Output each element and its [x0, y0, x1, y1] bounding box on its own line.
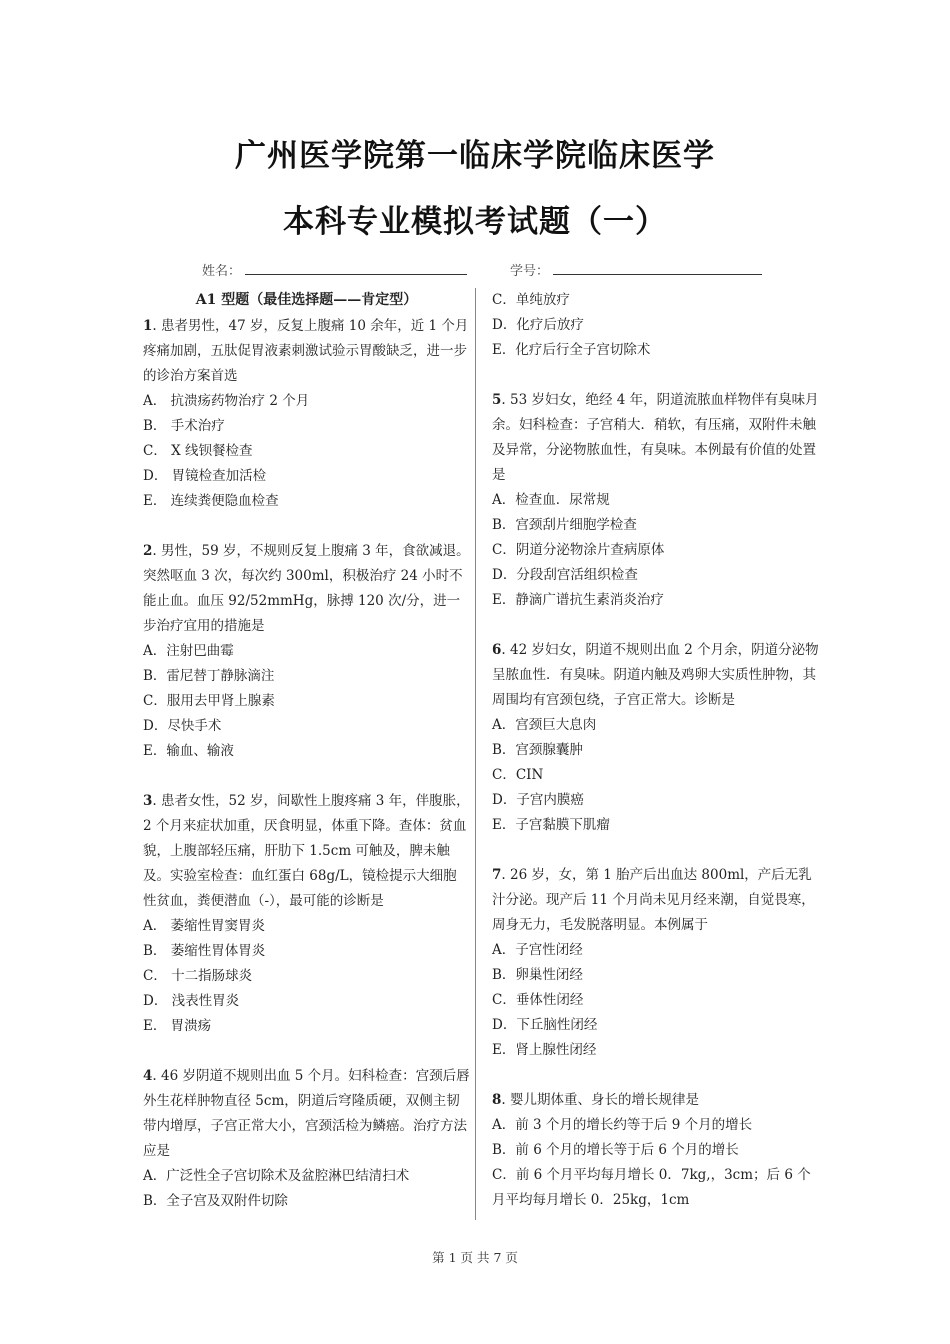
question-7	[492, 863, 822, 1063]
question-4	[143, 1064, 470, 1214]
option-e[interactable]: E．肾上腺性闭经	[492, 1042, 597, 1058]
question-4-continued	[492, 288, 822, 363]
option-b[interactable]: B．宫颈刮片细胞学检查	[492, 517, 637, 533]
option-d[interactable]: D． 浅表性胃炎	[143, 993, 240, 1009]
option-e[interactable]: E． 胃溃疡	[143, 1018, 212, 1034]
option-d[interactable]: D．下丘脑性闭经	[492, 1017, 598, 1033]
option-e[interactable]: E．化疗后行全子宫切除术	[492, 342, 651, 358]
question-stem: 7. 26 岁，女，第 1 胎产后出血达 800ml，产后无乳汁分泌。现产后 11 个月尚未见月经来潮，自觉畏寒，周身无力，毛发脱落明显。本例属于	[492, 867, 815, 933]
left-column	[143, 288, 470, 1239]
option-a[interactable]: A．注射巴曲霉	[143, 643, 234, 659]
question-number: 1	[143, 318, 153, 334]
student-id-label: 学号：	[510, 264, 550, 279]
question-8	[492, 1088, 822, 1213]
question-stem: 2. 男性，59 岁，不规则反复上腹痛 3 年，食欲减退。突然呕血 3 次，每次约 300ml，积极治疗 24 小时不能止血。血压 92/52mmHg，脉搏 120 次/分，进一步治疗宜用的措施是	[143, 543, 470, 634]
student-info-fields	[0, 258, 950, 280]
question-number: 5	[492, 392, 502, 408]
question-stem: 8. 婴儿期体重、身长的增长规律是	[492, 1092, 699, 1108]
option-b[interactable]: B．宫颈腺囊肿	[492, 742, 583, 758]
option-c[interactable]: C．服用去甲肾上腺素	[143, 693, 275, 709]
option-c[interactable]: C．前 6 个月平均每月增长 0．7kg,，3cm；后 6 个月平均每月增长 0．25kg，1cm	[492, 1167, 811, 1208]
question-stem: 5. 53 岁妇女，绝经 4 年，阴道流脓血样物伴有臭味月余。妇科检查：子宫稍大．稍软，有压痛，双附件未触及异常，分泌物脓血性，有臭味。本例最有价值的处置是	[492, 392, 819, 483]
question-6	[492, 638, 822, 838]
option-c[interactable]: C．CIN	[492, 767, 544, 783]
question-number: 3	[143, 793, 153, 809]
option-c[interactable]: C． 十二指肠球炎	[143, 968, 253, 984]
question-stem: 3. 患者女性，52 岁，间歇性上腹疼痛 3 年，伴腹胀，2 个月来症状加重，厌食明显，体重下降。查体：贫血貌，上腹部轻压痛，肝肋下 1.5cm 可触及，脾未触及。实验室检查：血红蛋白 68g/L，镜检提示大细胞性贫血，粪便潜血（-），最可能的诊断是	[143, 793, 470, 909]
option-d[interactable]: D．尽快手术	[143, 718, 222, 734]
option-c[interactable]: C．单纯放疗	[492, 292, 570, 308]
option-a[interactable]: A．子宫性闭经	[492, 942, 583, 958]
question-2	[143, 539, 470, 764]
question-number: 2	[143, 543, 153, 559]
student-id-blank-line[interactable]	[553, 274, 762, 275]
option-c[interactable]: C．垂体性闭经	[492, 992, 584, 1008]
option-b[interactable]: B．卵巢性闭经	[492, 967, 583, 983]
option-b[interactable]: B． 手术治疗	[143, 418, 225, 434]
option-b[interactable]: B． 萎缩性胃体胃炎	[143, 943, 266, 959]
option-a[interactable]: A．检查血．尿常规	[492, 492, 610, 508]
option-d[interactable]: D． 胃镜检查加活检	[143, 468, 267, 484]
question-number: 7	[492, 867, 502, 883]
question-5	[492, 388, 822, 613]
option-d[interactable]: D．分段刮宫活组织检查	[492, 567, 638, 583]
option-c[interactable]: C．阴道分泌物涂片查病原体	[492, 542, 665, 558]
name-blank-line[interactable]	[245, 274, 467, 275]
right-column	[492, 288, 822, 1238]
question-number: 4	[143, 1068, 153, 1084]
document-title-line-1: 广州医学院第一临床学院临床医学	[235, 138, 715, 174]
option-e[interactable]: E．输血、输液	[143, 743, 234, 759]
question-stem: 6. 42 岁妇女，阴道不规则出血 2 个月余，阴道分泌物呈脓血性．有臭味。阴道内触及鸡卵大实质性肿物，其周围均有宫颈包绕，子宫正常大。诊断是	[492, 642, 819, 708]
option-a[interactable]: A．广泛性全子宫切除术及盆腔淋巴结清扫术	[143, 1168, 410, 1184]
question-stem: 4. 46 岁阴道不规则出血 5 个月。妇科检查：宫颈后唇外生花样肿物直径 5cm，阴道后穹隆质硬，双侧主韧带内增厚，子宫正常大小，宫颈活检为鳞癌。治疗方法应是	[143, 1068, 470, 1159]
option-a[interactable]: A．前 3 个月的增长约等于后 9 个月的增长	[492, 1117, 753, 1133]
option-d[interactable]: D．化疗后放疗	[492, 317, 584, 333]
question-number: 6	[492, 642, 502, 658]
option-e[interactable]: E．子宫黏膜下肌瘤	[492, 817, 610, 833]
option-d[interactable]: D．子宫内膜癌	[492, 792, 584, 808]
column-divider	[475, 288, 476, 1220]
option-b[interactable]: B．前 6 个月的增长等于后 6 个月的增长	[492, 1142, 739, 1158]
option-e[interactable]: E． 连续粪便隐血检查	[143, 493, 279, 509]
question-number: 8	[492, 1092, 502, 1108]
option-b[interactable]: B．雷尼替丁静脉滴注	[143, 668, 275, 684]
option-c[interactable]: C． X 线钡餐检查	[143, 443, 253, 459]
document-title-line-2: 本科专业模拟考试题（一）	[283, 204, 667, 240]
option-a[interactable]: A． 萎缩性胃窦胃炎	[143, 918, 266, 934]
option-a[interactable]: A．宫颈巨大息肉	[492, 717, 597, 733]
option-b[interactable]: B．全子宫及双附件切除	[143, 1193, 288, 1209]
page-footer: 第 1 页 共 7 页	[432, 1250, 518, 1265]
question-1	[143, 314, 470, 514]
name-label: 姓名：	[202, 264, 242, 279]
question-stem: 1. 患者男性，47 岁，反复上腹痛 10 余年，近 1 个月疼痛加剧，五肽促胃液素刺激试验示胃酸缺乏，进一步的诊治方案首选	[143, 318, 469, 384]
option-e[interactable]: E．静滴广谱抗生素消炎治疗	[492, 592, 664, 608]
section-header: A1 型题（最佳选择题——肯定型）	[195, 292, 418, 308]
question-3	[143, 789, 470, 1039]
option-a[interactable]: A． 抗溃疡药物治疗 2 个月	[143, 393, 310, 409]
